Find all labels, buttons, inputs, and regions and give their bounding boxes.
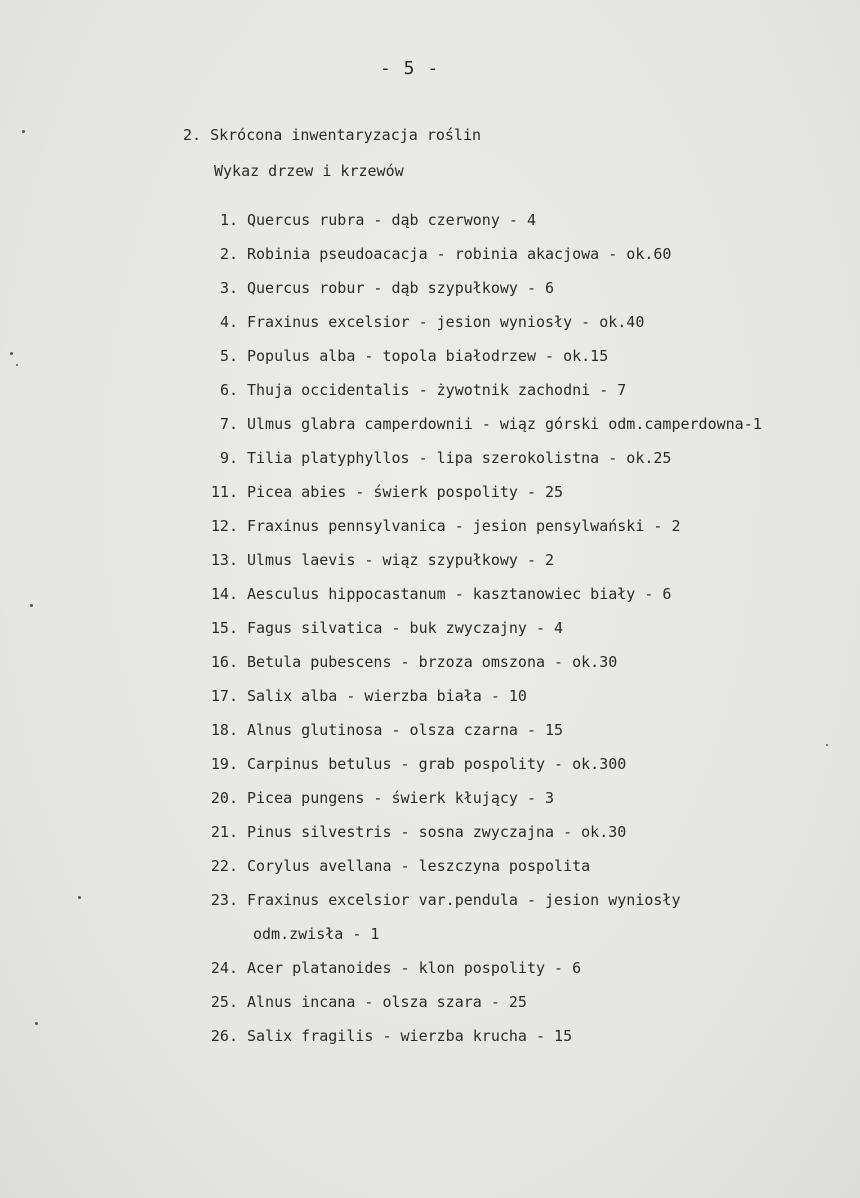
list-item-continuation [0, 925, 860, 959]
list-item-text: Picea abies - świerk pospolity - 25 [247, 483, 564, 501]
list-item-number: 25. [210, 993, 238, 1011]
paper-speck [30, 604, 33, 607]
list-item-number: 2. [219, 245, 238, 263]
list-item [0, 959, 860, 993]
list-item [0, 857, 860, 891]
list-item-text: Salix fragilis - wierzba krucha - 15 [247, 1027, 573, 1045]
list-item-text: Corylus avellana - leszczyna pospolita [247, 857, 591, 875]
list-item-number: 4. [219, 313, 238, 331]
list-item [0, 1027, 860, 1061]
list-item-text: Pinus silvestris - sosna zwyczajna - ok.30 [247, 823, 627, 841]
list-item [0, 381, 860, 415]
list-item-text: Fraxinus pennsylvanica - jesion pensylwański - 2 [247, 517, 681, 535]
list-item-number: 18. [210, 721, 238, 739]
list-item [0, 619, 860, 653]
list-item [0, 517, 860, 551]
list-item [0, 687, 860, 721]
list-item-number: 7. [219, 415, 238, 433]
list-item-text: Quercus rubra - dąb czerwony - 4 [247, 211, 536, 229]
list-item-number: 6. [219, 381, 238, 399]
paper-speck [22, 130, 25, 133]
list-item-number: 16. [210, 653, 238, 671]
list-item-text: Fraxinus excelsior - jesion wyniosły - ok.40 [247, 313, 645, 331]
list-item-number: 3. [219, 279, 238, 297]
list-item-text: Picea pungens - świerk kłujący - 3 [247, 789, 555, 807]
list-item-number: 20. [210, 789, 238, 807]
paper-speck [16, 364, 18, 366]
list-item-text: Alnus glutinosa - olsza czarna - 15 [247, 721, 564, 739]
list-item-number: 15. [210, 619, 238, 637]
list-item-text: Betula pubescens - brzoza omszona - ok.30 [247, 653, 618, 671]
section-subheading: Wykaz drzew i krzewów [214, 162, 404, 180]
list-item [0, 721, 860, 755]
list-item-text: Thuja occidentalis - żywotnik zachodni - 7 [247, 381, 627, 399]
list-item [0, 891, 860, 925]
list-item-number: 1. [219, 211, 238, 229]
list-item-text: Fagus silvatica - buk zwyczajny - 4 [247, 619, 564, 637]
list-item-number: 22. [210, 857, 238, 875]
list-item [0, 551, 860, 585]
list-item-number: 13. [210, 551, 238, 569]
list-item-number: 14. [210, 585, 238, 603]
list-item-text: Salix alba - wierzba biała - 10 [247, 687, 527, 705]
paper-speck [10, 352, 13, 355]
list-item [0, 211, 860, 245]
list-item-text: Acer platanoides - klon pospolity - 6 [247, 959, 582, 977]
list-item-text: Quercus robur - dąb szypułkowy - 6 [247, 279, 555, 297]
list-item-text: Robinia pseudoacacja - robinia akacjowa - ok.60 [247, 245, 672, 263]
species-list [0, 211, 860, 1061]
list-item [0, 823, 860, 857]
list-item-text: Ulmus laevis - wiąz szypułkowy - 2 [247, 551, 555, 569]
list-item [0, 347, 860, 381]
list-item [0, 279, 860, 313]
list-item-text: Tilia platyphyllos - lipa szerokolistna - ok.25 [247, 449, 672, 467]
list-item [0, 993, 860, 1027]
list-item-number: 9. [219, 449, 238, 467]
list-item-number: 11. [210, 483, 238, 501]
list-item [0, 755, 860, 789]
list-item-number: 19. [210, 755, 238, 773]
paper-speck [78, 896, 81, 899]
list-item-number: 21. [210, 823, 238, 841]
list-item [0, 653, 860, 687]
list-item [0, 449, 860, 483]
paper-speck [826, 744, 828, 746]
list-item-number: 24. [210, 959, 238, 977]
list-item-text: Alnus incana - olsza szara - 25 [247, 993, 527, 1011]
list-item-number: 17. [210, 687, 238, 705]
list-item-text: Fraxinus excelsior var.pendula - jesion wyniosły [247, 891, 681, 909]
list-item-number: 23. [210, 891, 238, 909]
list-item [0, 789, 860, 823]
list-item [0, 415, 860, 449]
paper-speck [35, 1022, 38, 1025]
list-item-text: odm.zwisła - 1 [253, 925, 380, 943]
list-item [0, 245, 860, 279]
list-item-number: 26. [210, 1027, 238, 1045]
page-number: - 5 - [380, 58, 440, 79]
list-item [0, 483, 860, 517]
list-item-text: Populus alba - topola białodrzew - ok.15 [247, 347, 609, 365]
list-item-text: Ulmus glabra camperdownii - wiąz górski odm.camperdowna-1 [247, 415, 762, 433]
list-item-number: 5. [219, 347, 238, 365]
list-item-text: Carpinus betulus - grab pospolity - ok.300 [247, 755, 627, 773]
list-item-text: Aesculus hippocastanum - kasztanowiec biały - 6 [247, 585, 672, 603]
section-heading: 2. Skrócona inwentaryzacja roślin [183, 126, 482, 144]
list-item [0, 585, 860, 619]
list-item [0, 313, 860, 347]
list-item-number: 12. [210, 517, 238, 535]
